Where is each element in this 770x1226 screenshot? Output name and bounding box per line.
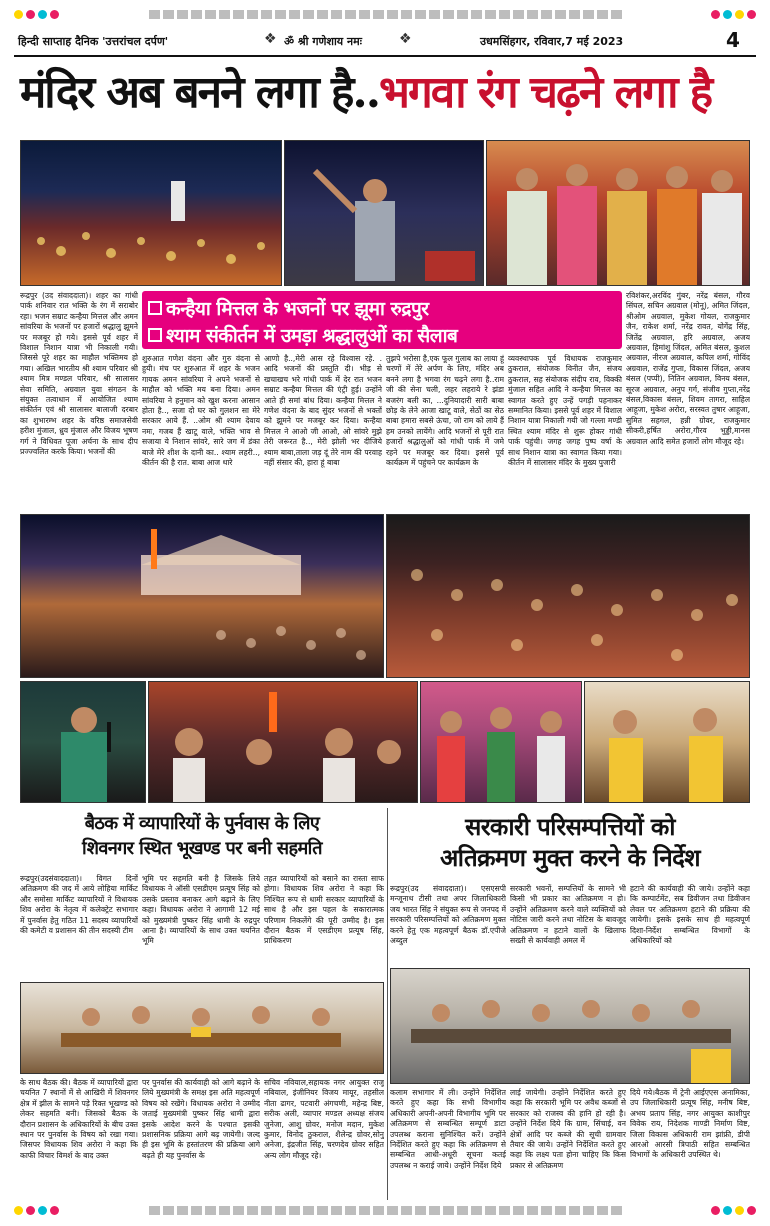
decor-square xyxy=(499,1206,510,1215)
decor-square xyxy=(527,1206,538,1215)
singer-mic-illustration xyxy=(21,682,146,803)
story2-title xyxy=(20,812,384,870)
header-rule xyxy=(14,55,756,57)
decor-square xyxy=(247,10,258,19)
bottom-decor-bar xyxy=(14,1204,756,1216)
photo-welcome-group xyxy=(486,140,750,286)
decor-squares xyxy=(62,10,708,19)
story3-col2: सरकारी भवनों, सम्पत्तियों के सामने भी किसी भी प्रकार का अतिक्रमण न हो। उन्होंने अतिक्रमण करने वाले व्यक्तियों को नोटिस जारी करने तथा नोटिस के बावजूद अतिक्रमण न हटाने वालों के खिलाफ सख्ती से कार्यवाही अमल में xyxy=(510,884,626,946)
decor-square xyxy=(163,1206,174,1215)
story2-col6: सचिव नवियाल,सहायक नगर आयुक्त राजू नबियाल, इंजीनियर विजय मायूर, तहसील नीता ढागर, पटवारी अंगचणी, महेन्द्र बिष्ट, सरीक अली, व्यापार मण्डल अध्यक्ष संजय जुनेजा, आशु ग्रोवर, मनोज मदान, मुकेश कुमार, विनोद ठुकराल, शैलेन्द्र ग्रोवर,सोनु अनेजा, इंद्रजीत सिंह, चरणदेव ग्रोवर सहित अन्य लोग मौजूद रहे। xyxy=(264,1078,384,1160)
story3-col3: हटाने की कार्यवाही की जाये। उन्होंने कहा कि कम्पार्टमेंट, सब डिवीजन तथा डिवीजन लेवल पर अतिक्रमण हटाने की प्रक्रिया की जायेगी। इसके इसके साथ ही महत्वपूर्ण दिशा-निर्देश सम्बन्धित विभागों के अधिकारियों को xyxy=(630,884,750,946)
decor-square xyxy=(373,10,384,19)
story1-col4: तुझपे भरोसा है,एक फूल गुलाब का लाया हूं चरणों में तेरे अर्पण के लिए, मंदिर अब बनने लगा है भगवा रंग चढ़ने लगा है..राम जी की सेना चली, लहर लहराये रे झंडा बजरंग बली का, ...दुनियादारी सारी बाबा छोड़ के लेने आजा खाटू वाले, सेठों का सेठ बाबा हमारा सबसे ऊंचा, जो राम को लाये हैं हम उनको लायेंगे। आदि भजनों से पूरी रात हजारों श्रद्धालुओं को गांधी पार्क में जमे रहने पर मजबूर कर दिया। इससे पूर्व कार्यक्रम में पहुंचने पर कार्यक्रम के xyxy=(386,354,504,468)
decor-square xyxy=(219,1206,230,1215)
decor-square xyxy=(261,1206,272,1215)
story1-col6: रविशंकर,अरविंद गुंबर, नरेंद्र बंसल, गौरव सिंघल, सचिन अग्रवाल (मोनू), अमित जिंदल, श्रीओम अग्रवाल, मुकेश गोयल, राजकुमार जैन, राकेश शर्मा, नरेंद्र रावत, योगेंद्र सिंह, जितेंद्र अग्रवाल, हरि अग्रवाल, अजय अग्रवाल, हिमांशु जिंदल, अमित बंसल, कुशल अग्रवाल, नीरज अग्रवाल, कपिल शर्मा, गोविंद अग्रवाल, राजेंद्र गुप्ता, विकास जिंदल, अजय बंसल (पप्पी), नितिन अग्रवाल, विनय बंसल, सूरज अग्रवाल, अनुप गर्ग, संजीव गुप्ता,नरेंद्र बंसल,विकास बंसल, शिवम तागरा, साहिल आहूजा, मुकेश अरोरा, सरस्वत तुषार आहूजा, सुमित सहगल, हन्नी ग्रोवर, राजकुमार सीकरी,हर्षित अरोरा,गौरव भुड्डी,मानस अग्रवाल आदि समेत हजारों लोग मौजूद रहे। xyxy=(626,291,750,446)
decor-square xyxy=(177,10,188,19)
photo-singer-stage xyxy=(284,140,484,286)
photo-official-meeting xyxy=(390,968,750,1084)
decor-square xyxy=(471,1206,482,1215)
decor-square xyxy=(597,10,608,19)
decor-square xyxy=(597,1206,608,1215)
decor-square xyxy=(401,10,412,19)
top-decor-bar xyxy=(14,8,756,20)
decor-square xyxy=(443,10,454,19)
decor-square xyxy=(583,10,594,19)
decor-square xyxy=(331,10,342,19)
decor-square xyxy=(611,10,622,19)
decor-square xyxy=(387,10,398,19)
decor-square xyxy=(555,1206,566,1215)
decor-square xyxy=(219,10,230,19)
decor-square xyxy=(205,10,216,19)
official-meeting-illustration xyxy=(391,969,750,1084)
decor-square xyxy=(569,10,580,19)
headline-part2: भगवा रंग चढ़ने लगा है xyxy=(379,67,712,118)
decor-square xyxy=(415,1206,426,1215)
decor-square xyxy=(611,1206,622,1215)
story1-col3: आणो है..,मेरी आस रहे विश्वास रहे. . आदि भजनों की प्रस्तुति दी। भीड़ से खचाखच भरे गांधी पार्क में देर रात भजन सम्राट कन्हैया मित्तल की एंट्री हुई। उन्होंने आते ही समां बांध दिया। कन्हैया मित्तल ने गणेश वंदना के बाद सुंदर भजनों से भक्तों को झूमने पर मजबूर कर दिया। कन्हैया मित्तल ने आओ जी आओ, ओ सांवरे मुझे तेरी जरूरत है.., मेरी झोली भर दीजिये श्याम बाबा,ताला जड़ दूं तेरे नाम की परवाह नहीं संसार की, हारा हूं बाबा xyxy=(264,354,382,468)
decor-dots-left xyxy=(14,10,59,19)
story3-col5: लाई जायेगी। उन्होंने निर्देशित करते हुए कहा कि सरकारी भूमि पर अवैध कब्जों से सरकार को राजस्व की हानि हो रही है। उन्होंने निर्देश दिये कि ग्राम, सिंचाई, वन क्षेत्रों आदि पर कब्जे की सूची ग्रामवार तैयार की जाये। उन्होंने निर्देशित करते हुए कहा कि लक्ष्य पता होना चाहिए कि किस प्रकार से अतिक्रमण xyxy=(510,1088,626,1170)
story2-col2: भूमि पर सहमति बनी है जिसके लिये विधायक ने ऑसी एसडीएम प्रत्यूष सिंह को उसके प्रस्ताव बनाकर आगे बढ़ाने के लिए कहा। विधायक अरोरा ने आगामी 12 मई को मुख्यमंत्री पुष्कर सिंह धामी के रुद्रपुर आना है। व्यापारियों के साथ उक्त चयनित भूमि xyxy=(142,874,260,946)
story3-title-line1: सरकारी परिसम्पत्तियों को xyxy=(465,812,675,841)
decor-square xyxy=(527,10,538,19)
decor-square xyxy=(359,10,370,19)
decor-square xyxy=(331,1206,342,1215)
story2-title-line2: शिवनगर स्थित भूखण्ड पर बनी सहमति xyxy=(82,838,322,859)
decor-square xyxy=(457,1206,468,1215)
decor-square xyxy=(261,10,272,19)
decor-square xyxy=(443,1206,454,1215)
photo-dignitaries xyxy=(420,681,582,803)
group-illustration xyxy=(487,141,750,286)
decor-dots-left xyxy=(14,1206,59,1215)
decor-square xyxy=(149,10,160,19)
decor-square xyxy=(485,1206,496,1215)
photo-guests xyxy=(584,681,750,803)
decor-square xyxy=(401,1206,412,1215)
decor-square xyxy=(415,10,426,19)
banner-line2-row xyxy=(148,322,457,348)
checkbox-icon xyxy=(148,328,162,342)
story1-col2: शुरुआत गणेश वंदना और गुरु वंदना से हुयी। मंच पर शुरुआत में शहर के भजन गायक अमन सांवरिया ने अपने भजनों से माहौल को भक्ति मय बना दिया। अमन सांवरिया ने हनुमान को खुश करना आसान होता है.., सजा दो घर को गुलशन सा मेरे सरकार आये हैं. ..ओम श्री श्याम देवाय नमः, गजब हैं खाटू वाले, भक्ति भाव से सजाया ये निशान सांवरे, सारे जग में डंका बाजे मेरे शीश के दानी का.. श्याम लहरी.., कीर्तन की है रात. बाबा आज थारे xyxy=(142,354,260,468)
photo-stage-performers xyxy=(148,681,418,803)
decor-square xyxy=(317,1206,328,1215)
singer-illustration xyxy=(285,141,484,286)
performers-illustration xyxy=(149,682,418,803)
photo-singer-mic xyxy=(20,681,146,803)
decor-square xyxy=(233,1206,244,1215)
decor-dots-right xyxy=(711,1206,756,1215)
decor-square xyxy=(247,1206,258,1215)
decor-square xyxy=(471,10,482,19)
meeting-illustration xyxy=(21,983,384,1074)
decor-squares xyxy=(62,1206,708,1215)
story3-col1: रूद्रपुर(उद संवाददाता)। एसएसपी मन्जूनाथ टीसी तथा अपर जिलाधिकारी जय भारत सिंह ने संयुक्त रूप से जनपद में सरकारी परिसम्पत्तियों को अतिक्रमण मुक्त करने हेतु एक महत्वपूर्ण बैठक डॉ.एपीजे अब्दुल xyxy=(390,884,506,946)
decor-square xyxy=(429,10,440,19)
decor-square xyxy=(303,10,314,19)
story2-col3: तहत व्यापारियों को बसाने का रास्ता साफ होगा। विधायक शिव अरोरा ने कहा कि निश्चित रूप से धामी सरकार व्यापारियों के साथ है और इस पहल के सकारात्मक परिणाम निकलेंगे की पूरी उम्मीद है। इस दौरान बैठक में एसडीएम प्रत्यूष सिंह, प्राधिकरण xyxy=(264,874,384,946)
crowd-illustration xyxy=(21,141,282,286)
story2-col4: के साथ बैठक की। बैठक में व्यापारियों द्वारा चयनित 7 स्थानों में से आखिरी में शिवनगर क्षेत्र में झील के सामने पड़े रिक्त भूखण्ड को लेकर सहमति बनी। जिसको बैठक के दौरान प्रशासन के अधिकारियों के बीच उक्त स्थान पर पुनर्वास के विषय को रखा गया। जिसपर विधायक शिव अरोरा ने कहा कि काफी विचार विमर्श के बाद उक्त xyxy=(20,1078,138,1160)
story1-banner xyxy=(142,291,622,349)
checkbox-icon xyxy=(148,301,162,315)
decor-square xyxy=(191,1206,202,1215)
story2-col5: पर पुनर्वास की कार्यवाही को आगे बढ़ाने के लिये मुख्यमंत्री के समक्ष इस अति महत्वपूर्ण विषय को रखेंगे। विधायक अरोरा ने उम्मीद जताई मुख्यमंत्री पुष्कर सिंह धामी द्वारा इसके आदेश करने के पश्चात इसकी प्रशासनिक प्रक्रिया आगे बढ़ जायेगी। जल्द ही इस भूमि के हस्तांतरण की प्रक्रिया आगे बढ़ते ही यह पुनर्वास के xyxy=(142,1078,260,1160)
photo-meeting-traders xyxy=(20,982,384,1074)
devotees-illustration xyxy=(387,515,750,678)
banner-line1: कन्हैया मित्तल के भजनों पर झूमा रुद्रपुर xyxy=(166,298,429,320)
page-header xyxy=(14,28,756,54)
decor-square xyxy=(387,1206,398,1215)
banner-line1-row xyxy=(148,295,429,321)
stage-illustration xyxy=(21,515,384,678)
ganesha-icon-right: ❖ xyxy=(399,31,412,47)
decor-square xyxy=(149,1206,160,1215)
decor-square xyxy=(359,1206,370,1215)
decor-square xyxy=(373,1206,384,1215)
page-number: 4 xyxy=(726,28,740,52)
story3-col6: दिये गये।बैठक में ट्रेनी आईएएस अनामिका, उप जिलाधिकारी प्रत्यूष सिंह, मनीष बिष्ट, अभय प्रताप सिंह, नगर आयुक्त काशीपुर विवेक राय, निदेशक गाण्डी निर्माण विष्ट, जिला विकास अधिकारी राम झांफ्री, डीपी आरओ आरसी त्रिपाठी सहित सम्बन्धित विभागों के अधिकारी उपस्थित थे। xyxy=(630,1088,750,1160)
decor-square xyxy=(541,10,552,19)
decor-dots-right xyxy=(711,10,756,19)
dignitaries-illustration xyxy=(421,682,582,803)
story1-col1: रूद्रपुर (उद संवाददाता)। शहर का गांधी पार्क शनिवार रात भक्ति के रंग में सराबोर रहा। भजन सम्राट कन्हैया मित्तल और अमन सांवरिया के भजनों पर हजारों श्रद्धालु झूमने पर मजबूर हो गये। इससे पूर्व शहर में विशाल निशान यात्रा भी निकाली गयी। जिससे पूरे शहर का माहौल भक्तिमय हो गया। अखिल भारतीय श्री श्याम परिवार श्री श्याम मित्र मण्डल परिवार, श्री सालासर सेवा समिति, अग्रवाल युवा संगठन के संयुक्त तत्वाधान में आयोजित श्याम संकीर्तन एवं श्री सालासर बालाजी दरबार का शुभारम्भ शहर के वरिष्ठ समाजसेवी हरीश मुंजाल, ध्रुव मुंजाल और विजय भूषण गर्ग ने विधिवत पूजा अर्चना के साथ दीप प्रज्ज्वलित करके किया। भजनों की xyxy=(20,291,138,457)
paper-name: हिन्दी साप्ताह दैनिक 'उत्तरांचल दर्पण' xyxy=(18,35,169,48)
story1-col5: व्यवस्थापक पूर्व विधायक राजकुमार ठुकराल, संयोजक विनीत जैन, संजय ठुकराल, सह संयोजक संदीप राव, विक्की मुंजाल सहित आदि ने कन्हैया मित्तल का स्वागत करते हुए उन्हें पगड़ी पहनाकर सम्मानित किया। इससे पूर्व शहर में विशाल निशान यात्रा निकाली गयी जो गल्ला मण्डी स्थित श्याम मंदिर से शुरू होकर गांधी पार्क पहुंची। जगह जगह पुष्प वर्षा के साथ निशान यात्रा का स्वागत किया गया। कीर्तन में सालासर मंदिर के मुख्य पुजारी xyxy=(508,354,622,468)
story3-col4: कलाम सभागार में ली। उन्होंने निर्देशित करते हुए कहा कि सभी विभागीय अधिकारी अपनी-अपनी विभागीय भूमि पर अतिक्रमण से सम्बन्धित सम्पूर्ण डाटा उपलब्ध कराना सुनिश्चित करें। उन्होंने निर्देशित करते हुए कहा कि अतिक्रमण से सम्बन्धित आधी-अधूरी सूचना कतई उपलब्ध न कराई जाये। उन्होंने निर्देश दिये xyxy=(390,1088,506,1170)
decor-square xyxy=(289,1206,300,1215)
guests-illustration xyxy=(585,682,750,803)
decor-square xyxy=(345,10,356,19)
decor-square xyxy=(177,1206,188,1215)
story3-title xyxy=(390,812,750,878)
decor-square xyxy=(163,10,174,19)
decor-square xyxy=(499,10,510,19)
decor-square xyxy=(289,10,300,19)
story2-title-line1: बैठक में व्यापारियों के पुर्नवास के लिए xyxy=(84,813,320,834)
decor-square xyxy=(485,10,496,19)
photo-devotees-crowd xyxy=(386,514,750,678)
place-date: उधमसिंहगर, रविवार,7 मई 2023 xyxy=(480,35,624,48)
decor-square xyxy=(429,1206,440,1215)
decor-square xyxy=(275,1206,286,1215)
decor-square xyxy=(345,1206,356,1215)
decor-square xyxy=(583,1206,594,1215)
decor-square xyxy=(233,10,244,19)
headline-part1: मंदिर अब बनने लगा है.. xyxy=(20,67,380,118)
decor-square xyxy=(457,10,468,19)
decor-square xyxy=(569,1206,580,1215)
photo-crowd-night xyxy=(20,140,282,286)
column-divider xyxy=(387,808,388,1200)
story2-col1: रूद्रपुर(उदसंवाददाता)। विगत दिनों अतिक्रमण की जद में आये लोहिया मार्किट और समोसा मार्किट व्यापारियों ने विधायक शिव अरोरा के नेतृत्व में कलेक्ट्रेट सभागार में पुनर्वास हेतु गठित 11 सदस्य व्यापारियों की कमेटी व प्रशासन की तीन सदस्यी टीम xyxy=(20,874,138,936)
decor-square xyxy=(303,1206,314,1215)
decor-square xyxy=(513,10,524,19)
decor-square xyxy=(541,1206,552,1215)
ganesha-icon: ❖ xyxy=(264,31,277,47)
main-headline xyxy=(20,60,750,130)
decor-square xyxy=(555,10,566,19)
decor-square xyxy=(275,10,286,19)
story3-title-line2: अतिक्रमण मुक्त करने के निर्देश xyxy=(440,843,700,872)
invocation-text: ॐ श्री गणेशाय नमः xyxy=(284,35,362,48)
decor-square xyxy=(205,1206,216,1215)
banner-line2: श्याम संकीर्तन में उमड़ा श्रद्धालुओं का सैलाब xyxy=(166,325,458,347)
decor-square xyxy=(191,10,202,19)
decor-square xyxy=(317,10,328,19)
photo-stage-crowd-wide xyxy=(20,514,384,678)
decor-square xyxy=(513,1206,524,1215)
